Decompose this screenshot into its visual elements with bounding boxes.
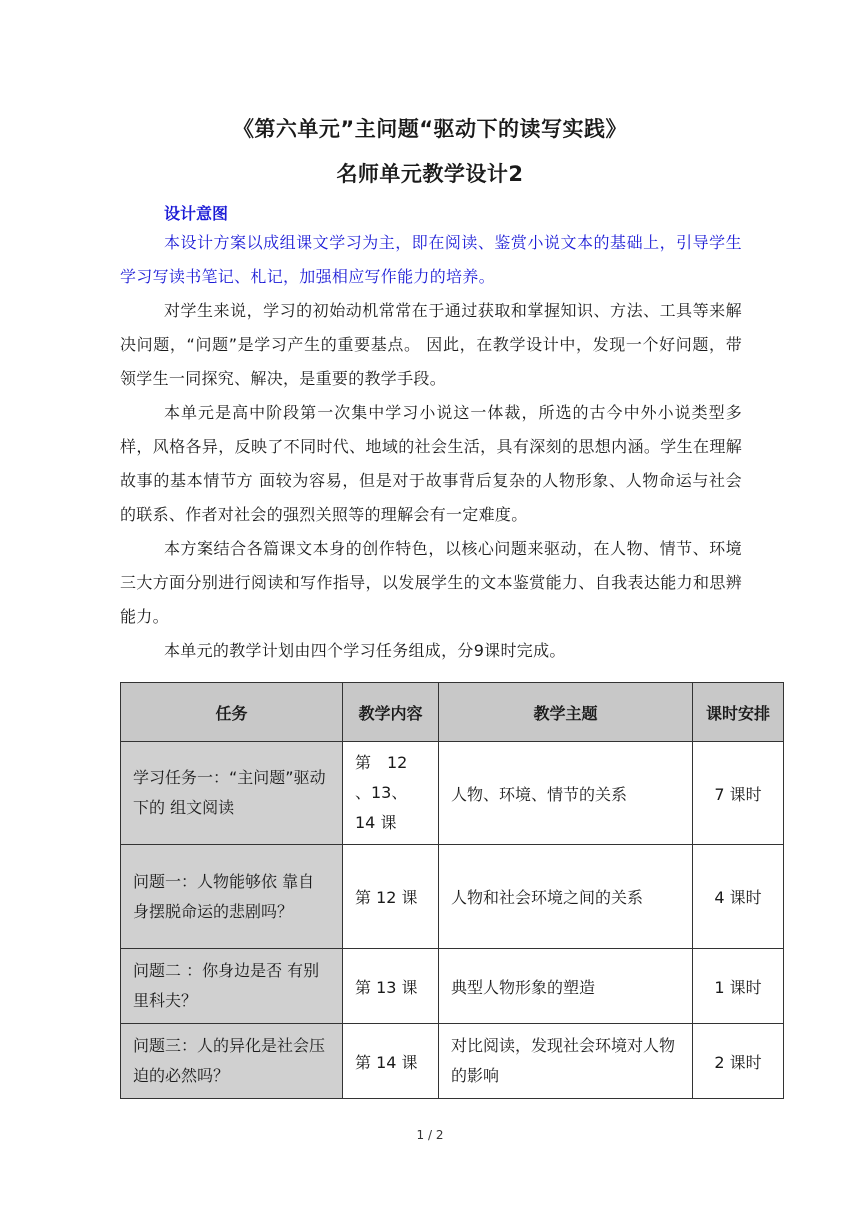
table-row	[121, 949, 784, 1024]
design-intent-heading: 设计意图	[164, 204, 229, 223]
document-title: 《第六单元”主问题“驱动下的读写实践》	[232, 117, 628, 141]
content-cell: 第 12 、13、 14 课	[343, 742, 439, 845]
header-task: 任务	[121, 683, 343, 742]
paragraph-intent: 本设计方案以成组课文学习为主，即在阅读、鉴赏小说文本的基础上，引导学生学习写读书笔记、札记，加强相应写作能力的培养。	[120, 233, 742, 286]
theme-cell: 典型人物形象的塑造	[439, 949, 693, 1024]
task-cell: 问题一：人物能够依 靠自身摆脱命运的悲剧吗？	[121, 845, 343, 949]
task-cell: 问题二 ：你身边是否 有别里科夫？	[121, 949, 343, 1024]
table-row	[121, 1024, 784, 1099]
header-theme: 教学主题	[439, 683, 693, 742]
theme-cell: 人物、环境、情节的关系	[439, 742, 693, 845]
paragraph-motivation: 对学生来说，学习的初始动机常常在于通过获取和掌握知识、方法、工具等来解决问题，“问题”是学习产生的重要基点。 因此，在教学设计中，发现一个好问题，带领学生一同探究、解决，是重要的教学手段。	[120, 301, 742, 388]
theme-cell: 对比阅读，发现社会环境对人物的影响	[439, 1024, 693, 1099]
hours-cell: 7 课时	[693, 742, 784, 845]
table-row	[121, 742, 784, 845]
content-cell: 第 13 课	[343, 949, 439, 1024]
teaching-plan-table	[120, 682, 784, 1099]
paragraph-unit-overview: 本单元是高中阶段第一次集中学习小说这一体裁，所选的古今中外小说类型多样，风格各异，反映了不同时代、地域的社会生活，具有深刻的思想内涵。学生在理解故事的基本情节方 面较为容易，但是对于故事背后复杂的人物形象、人物命运与社会的联系、作者对社会的强烈关照等的理解会有一定难度。	[120, 403, 742, 524]
table-header-row	[121, 683, 784, 742]
document-subtitle: 名师单元教学设计2	[336, 162, 524, 186]
header-hours: 课时安排	[693, 683, 784, 742]
hours-cell: 2 课时	[693, 1024, 784, 1099]
hours-cell: 1 课时	[693, 949, 784, 1024]
table-row	[121, 845, 784, 949]
content-cell: 第 14 课	[343, 1024, 439, 1099]
page-number: 1 / 2	[416, 1128, 444, 1142]
header-content: 教学内容	[343, 683, 439, 742]
theme-cell: 人物和社会环境之间的关系	[439, 845, 693, 949]
content-cell: 第 12 课	[343, 845, 439, 949]
task-cell: 学习任务一：“主问题”驱动下的 组文阅读	[121, 742, 343, 845]
task-cell: 问题三：人的异化是社会压迫的必然吗？	[121, 1024, 343, 1099]
paragraph-approach: 本方案结合各篇课文本身的创作特色，以核心问题来驱动，在人物、情节、环境三大方面分别进行阅读和写作指导，以发展学生的文本鉴赏能力、自我表达能力和思辨能力。	[120, 539, 742, 626]
paragraph-plan-summary: 本单元的教学计划由四个学习任务组成，分9课时完成。	[164, 641, 566, 660]
hours-cell: 4 课时	[693, 845, 784, 949]
